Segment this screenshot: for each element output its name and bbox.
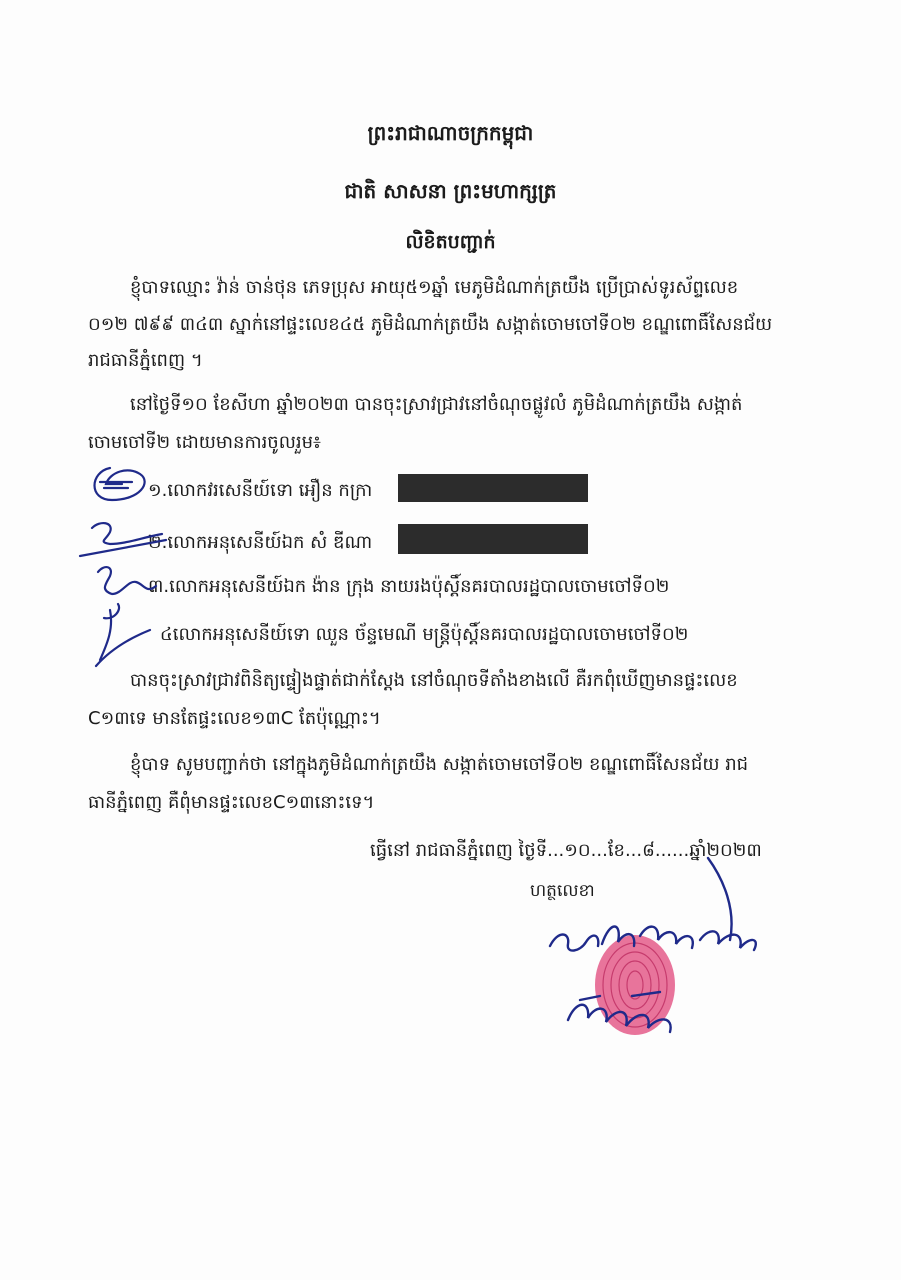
participant-1: ១.លោកវរសេនីយ៍ទោ អឿន កក្រា [148, 480, 373, 501]
date-line: ធ្វើនៅ រាជធានីភ្នំពេញ ថ្ងៃទី...១០...ខែ...៨......ឆ្នាំ២០២៣ [370, 840, 762, 861]
paragraph1-line3: រាជធានីភ្នំពេញ ។ [88, 350, 203, 371]
paragraph4-line1: ខ្ញុំបាទ សូមបញ្ជាក់ថា នៅក្នុងភូមិដំណាក់ត្រយឹង សង្កាត់ចោមចៅទី០២ ខណ្ឌពោធិ៍សែនជ័យ រាជ [130, 754, 749, 775]
paragraph4-line2: ធានីភ្នំពេញ គឺពុំមានផ្ទះលេខC១៣នោះទេ។ [88, 792, 375, 813]
paragraph2-line2: ចោមចៅទី២ ដោយមានការចូលរួម៖ [88, 432, 321, 453]
kingdom-heading: ព្រះរាជាណាចក្រកម្ពុជា [367, 121, 534, 145]
participant-2: ២.លោកអនុសេនីយ៍ឯក សំ ឌីណា [148, 532, 373, 553]
paragraph3-line2: C១៣ទេ មានតែផ្ទះលេខ១៣C តែប៉ុណ្ណោះ។ [88, 708, 381, 729]
paragraph1-line1: ខ្ញុំបាទឈ្មោះ វ៉ាន់ ចាន់ថុន ភេទប្រុស អាយុ៥១ឆ្នាំ មេភូមិដំណាក់ត្រយឹង ប្រើប្រាស់ទូរស័ព្ទលេខ [130, 277, 739, 298]
paragraph2-line1: នៅថ្ងៃទី១០ ខែសីហា ឆ្នាំ២០២៣ បានចុះស្រាវជ្រាវនៅចំណុចផ្លូវលំ ភូមិដំណាក់ត្រយឹង សង្កាត់ [130, 394, 743, 415]
redaction-bar [398, 474, 588, 502]
participant-4: ៤លោកអនុសេនីយ៍ទោ ឈួន ច័ន្ទមេណី មន្ត្រីប៉ុស្តិ៍នគរបាលរដ្ឋបាលចោមចៅទី០២ [160, 624, 689, 645]
handwritten-signature [540, 850, 780, 1050]
motto-heading: ជាតិ សាសនា ព្រះមហាក្សត្រ [344, 179, 557, 203]
document-title: លិខិតបញ្ជាក់ [405, 231, 496, 253]
redaction-bar [398, 524, 588, 554]
paragraph3-line1: បានចុះស្រាវជ្រាវពិនិត្យផ្ទៀងផ្ទាត់ជាក់ស្តែង នៅចំណុចទីតាំងខាងលើ គឺរកពុំឃើញមានផ្ទះលេខ [130, 670, 738, 691]
participant-3: ៣.លោកអនុសេនីយ៍ឯក ង៉ាន ក្រុង នាយរងប៉ុស្តិ៍នគរបាលរដ្ឋបាលចោមចៅទី០២ [148, 576, 670, 597]
signature-label: ហត្ថលេខា [530, 881, 595, 901]
handwritten-initials [70, 460, 180, 690]
paragraph1-line2: ០១២ ៧៩៩ ៣៤៣ ស្នាក់នៅផ្ទះលេខ៤៥ ភូមិដំណាក់ត្រយឹង សង្កាត់ចោមចៅទី០២ ខណ្ឌពោធិ៍សែនជ័យ [88, 314, 773, 335]
